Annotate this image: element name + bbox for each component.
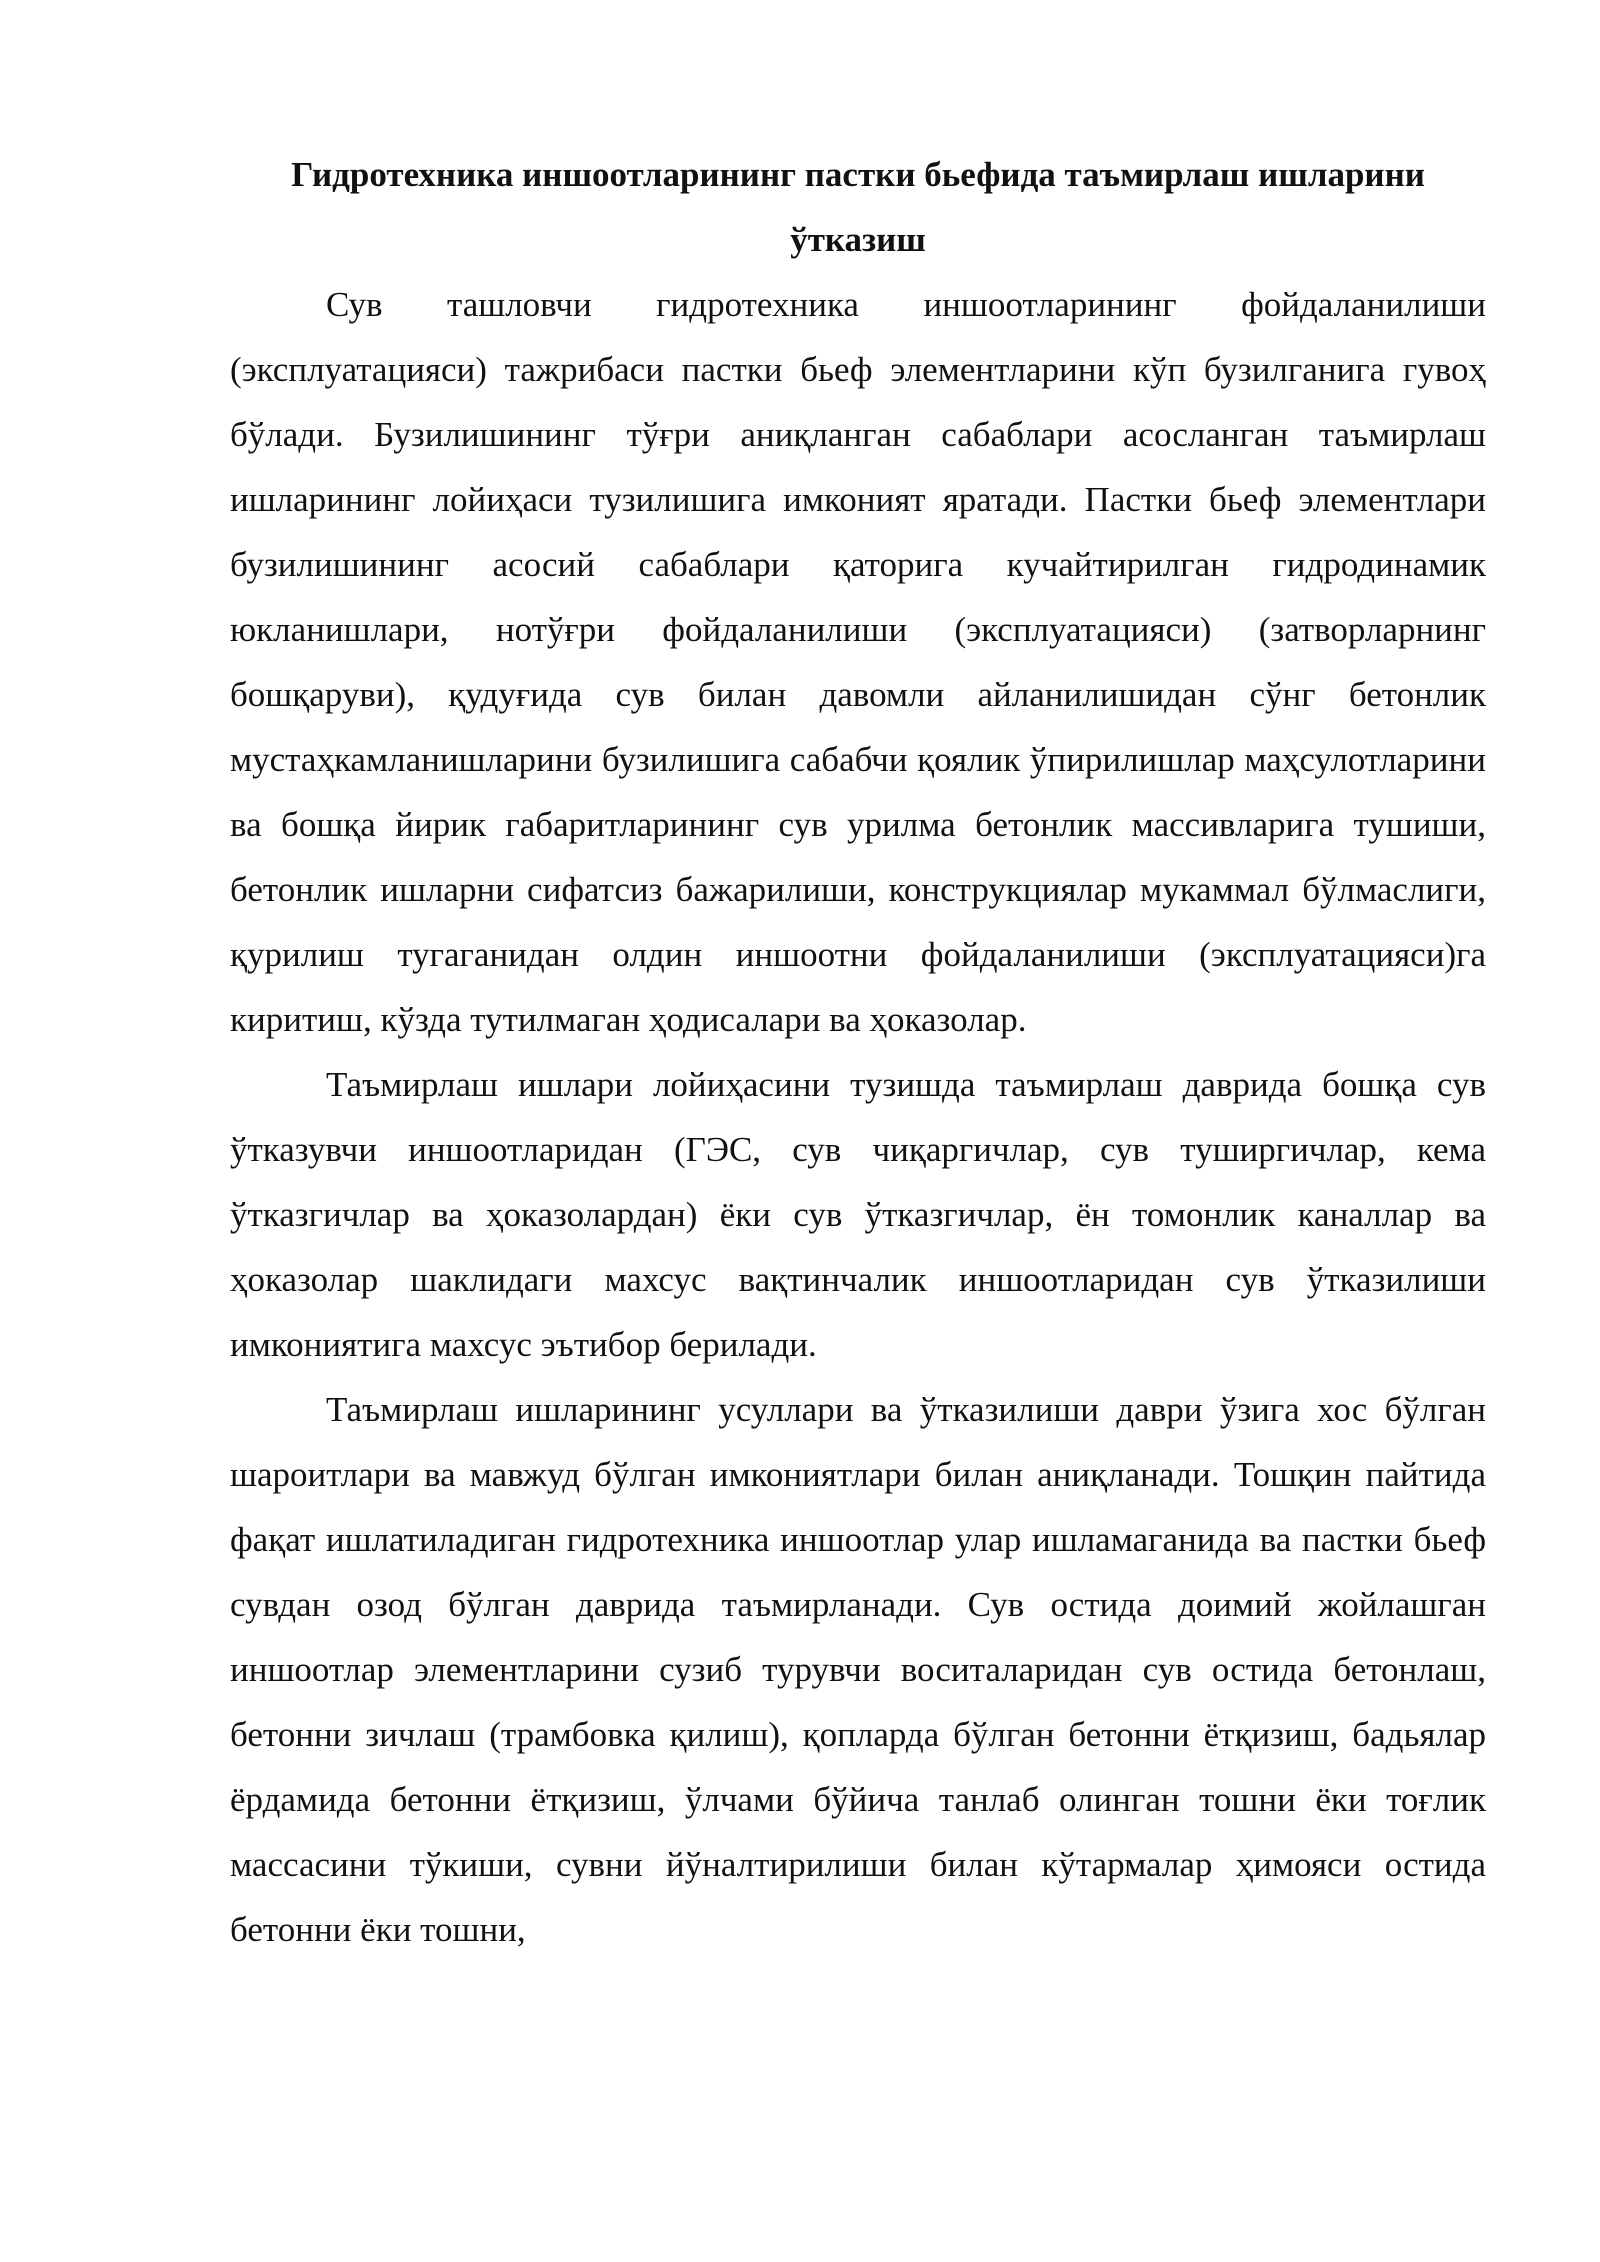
document-body [230,142,1486,1962]
paragraph-2: Таъмирлаш ишлари лойиҳасини тузишда таъмирлаш даврида бошқа сув ўтказувчи иншоотларидан (ГЭС, сув чиқаргичлар, сув туширгичлар, кема ўтказгичлар ва ҳоказолардан) ёки сув ўтказгичлар, ён томонлик каналлар ва ҳоказолар шаклидаги махсус вақтинчалик иншоотларидан сув ўтказилиши имкониятига махсус эътибор берилади. [230,1065,1486,1364]
paragraph-1: Сув ташловчи гидротехника иншоотларининг фойдаланилиши (эксплуатацияси) тажрибаси пастки бьеф элементларини кўп бузилганига гувоҳ бўлади. Бузилишининг тўғри аниқланган сабаблари асосланган таъмирлаш ишларининг лойиҳаси тузилишига имконият яратади. Пастки бьеф элементлари бузилишининг асосий сабаблари қаторига кучайтирилган гидродинамик юкланишлари, нотўғри фойдаланилиши (эксплуатацияси) (затворларнинг бошқаруви), қудуғида сув билан давомли айланилишидан сўнг бетонлик мустаҳкамланишларини бузилишига сабабчи қоялик ўпирилишлар маҳсулотларини ва бошқа йирик габаритларининг сув урилма бетонлик массивларига тушиши, бетонлик ишларни сифатсиз бажарилиши, конструкциялар мукаммал бўлмаслиги, қурилиш тугаганидан олдин иншоотни фойдаланилиши (эксплуатацияси)га киритиш, кўзда тутилмаган ҳодисалари ва ҳоказолар. [230,285,1486,1039]
paragraph-3: Таъмирлаш ишларининг усуллари ва ўтказилиши даври ўзига хос бўлган шароитлари ва мавжуд бўлган имкониятлари билан аниқланади. Тошқин пайтида фақат ишлатиладиган гидротехника иншоотлар улар ишламаганида ва пастки бьеф сувдан озод бўлган даврида таъмирланади. Сув остида доимий жойлашган иншоотлар элементларини сузиб турувчи воситаларидан сув остида бетонлаш, бетонни зичлаш (трамбовка қилиш), қопларда бўлган бетонни ётқизиш, бадьялар ёрдамида бетонни ётқизиш, ўлчами бўйича танлаб олинган тошни ёки тоғлик массасини тўкиши, сувни йўналтирилиши билан кўтармалар ҳимояси остида бетонни ёки тошни, [230,1390,1486,1949]
document-title: Гидротехника иншоотларининг пастки бьефида таъмирлаш ишларини ўтказиш [291,155,1425,259]
